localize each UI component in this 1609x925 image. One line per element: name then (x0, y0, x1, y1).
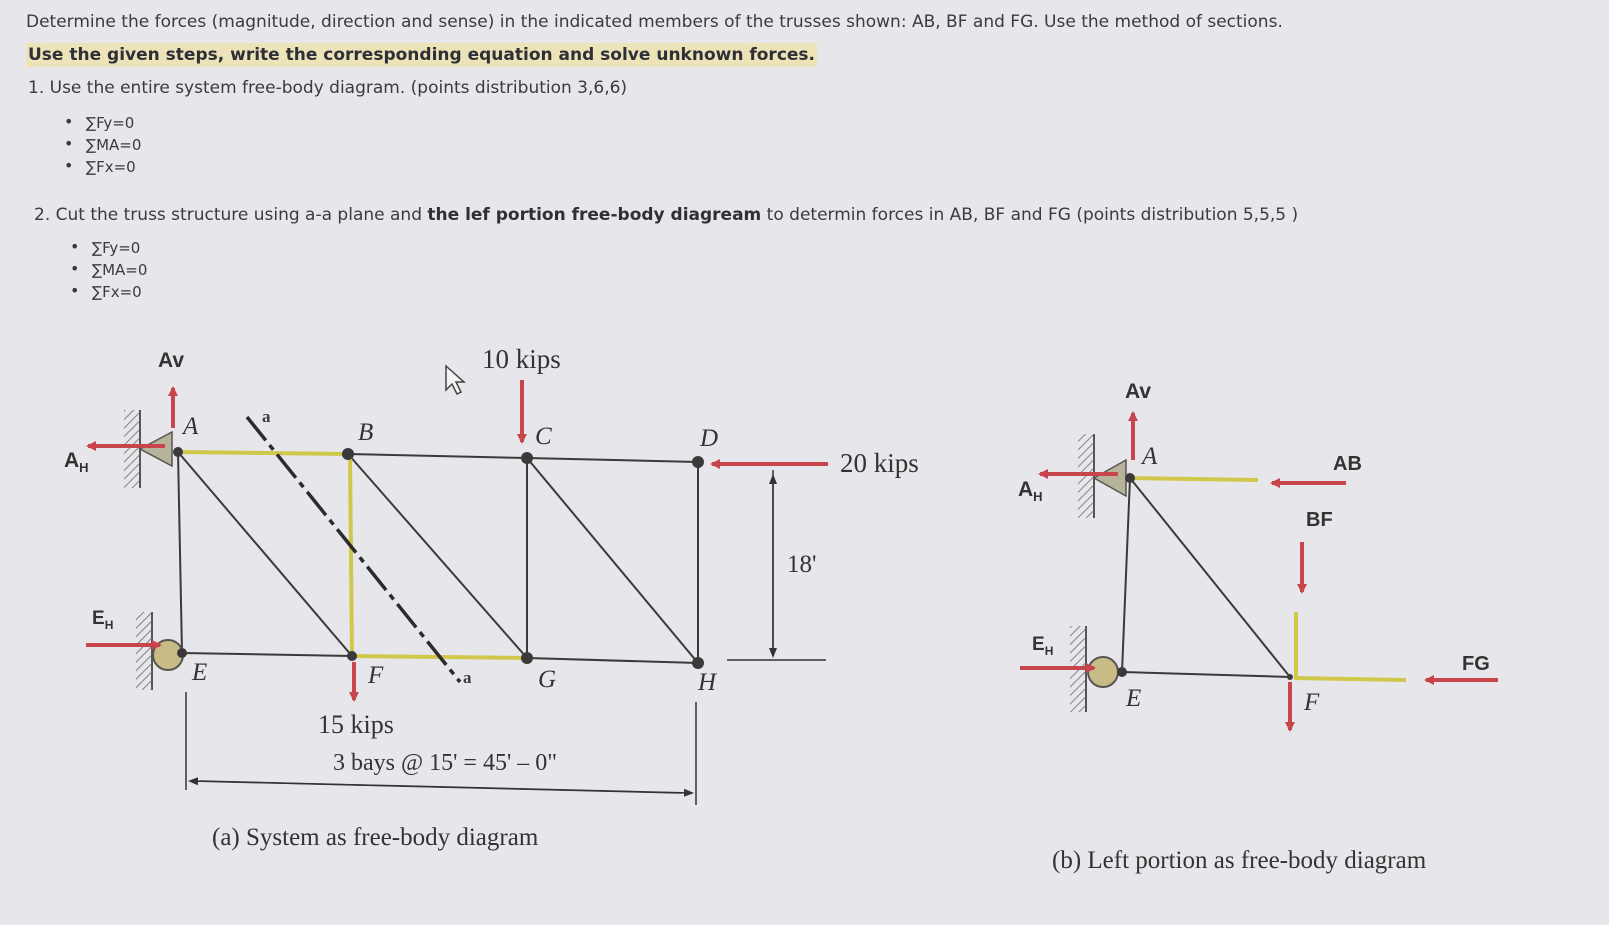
node-label-e: E (192, 659, 208, 686)
member-fg-stub (1294, 678, 1406, 680)
member-bc (348, 454, 527, 458)
label-av-b: Av (1125, 380, 1152, 403)
member-gh (527, 658, 698, 663)
truss-members-b (1122, 478, 1290, 677)
node-label-d: D (700, 425, 719, 452)
figure-a (64, 344, 919, 851)
member-ae-b (1122, 478, 1130, 672)
member-af-b (1130, 478, 1290, 677)
label-av: Av (158, 349, 185, 372)
truss-members-a (178, 452, 698, 663)
node-label-g: G (538, 666, 557, 693)
step-1-eq-ma: • ∑MA=0 (62, 134, 141, 156)
step-2-suffix: to determin forces in AB, BF and FG (points distribution 5,5,5 ) (761, 205, 1299, 225)
step-2-eq-ma: • ∑MA=0 (68, 259, 147, 281)
instructions-text: Use the given steps, write the corresponding equation and solve unknown forces. (28, 45, 815, 65)
load-15-kips-label: 15 kips (318, 710, 394, 739)
node-label-h: H (698, 669, 717, 696)
support-e-wall (136, 612, 183, 690)
member-af (178, 452, 352, 656)
section-label-top: a (262, 407, 271, 426)
label-eh: $E_H$ (92, 608, 114, 632)
node-label-c: C (535, 423, 552, 450)
span-dim-label: 3 bays @ 15' = 45' – 0" (333, 750, 558, 776)
label-ab-force: AB (1333, 453, 1362, 475)
label-ah-b: $A_H$ (1018, 478, 1043, 504)
step-2-eq-fx: • ∑Fx=0 (68, 281, 147, 303)
member-cd (527, 458, 698, 462)
member-ab (178, 452, 348, 454)
member-ch (527, 458, 698, 663)
node-label-a: A (183, 413, 199, 440)
span-dimension (186, 692, 696, 805)
load-10-kips-label: 10 kips (482, 344, 561, 374)
label-ah: $A_H$ (64, 449, 89, 475)
caption-b: (b) Left portion as free-body diagram (1052, 847, 1427, 874)
figure-b (1018, 380, 1498, 874)
member-ef (182, 653, 352, 656)
load-20-kips-label: 20 kips (840, 448, 919, 478)
member-ef-b (1122, 672, 1290, 677)
height-dim-label: 18' (787, 551, 817, 578)
step-2-prefix: 2. Cut the truss structure using a-a plane and (34, 205, 428, 225)
mouse-cursor-icon (446, 366, 464, 394)
node-label-a-b: A (1142, 443, 1158, 470)
member-bf (350, 456, 352, 656)
label-bf-force: BF (1306, 509, 1333, 531)
step-1-eq-fx: • ∑Fx=0 (62, 156, 141, 178)
member-bg (348, 454, 527, 658)
cut-members-a (178, 452, 527, 658)
node-label-f: F (368, 662, 384, 689)
support-a-wall (124, 410, 172, 488)
node-label-b: B (358, 419, 374, 446)
label-fg-force: FG (1462, 653, 1490, 675)
problem-intro: Determine the forces (magnitude, direction and sense) in the indicated members of the trusses shown: AB, BF and FG. Use the method of sections. (26, 12, 1283, 32)
step-1-eq-fy: • ∑Fy=0 (62, 112, 141, 134)
caption-a: (a) System as free-body diagram (212, 824, 539, 851)
member-ab-stub (1130, 478, 1258, 480)
node-label-f-b: F (1304, 689, 1320, 716)
step-2-bold: the lef portion free-body diagream (427, 205, 762, 225)
label-eh-b: $E_H$ (1032, 634, 1054, 658)
section-label-bottom: a (463, 668, 472, 687)
step-1: 1. Use the entire system free-body diagram. (points distribution 3,6,6) (28, 78, 628, 98)
step-2-eq-fy: • ∑Fy=0 (68, 237, 147, 259)
member-ae (178, 452, 182, 653)
node-label-e-b: E (1126, 685, 1142, 712)
